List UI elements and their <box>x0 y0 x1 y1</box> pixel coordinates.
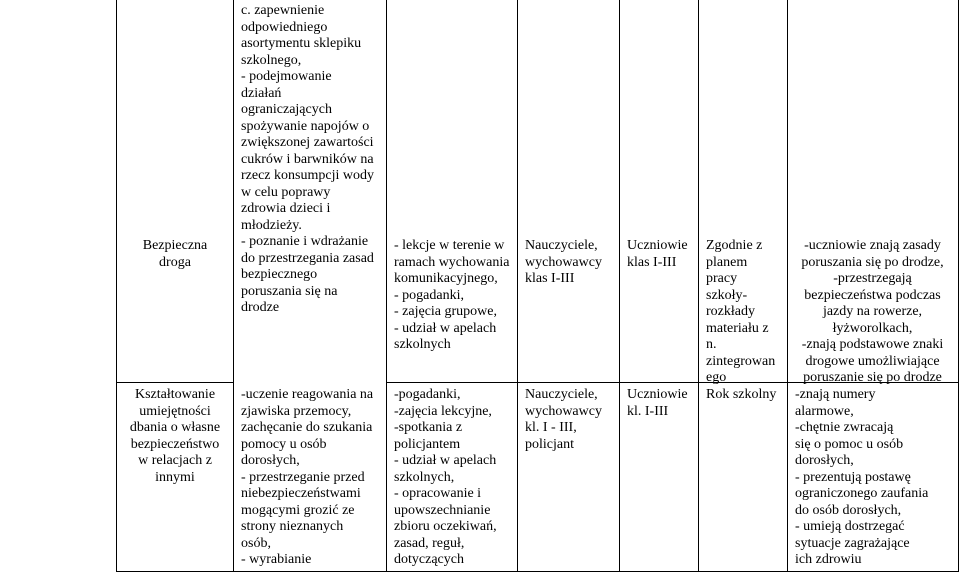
table-border <box>386 0 387 571</box>
tasks-cell: c. zapewnienie odpowiedniego asortymentu sklepiku szkolnego, - podejmowanie działań ograniczających spożywanie napojów o zwiększonej zawartości cukrów i barwników na rzecz konsumpcji wody w celu poprawy zdrowia dzieci i młodzieży. - poznanie i wdrażanie do przestrzegania zasad bezpiecznego poruszania się na drodze <box>241 3 374 315</box>
table-border <box>787 0 788 571</box>
forms-cell: - lekcje w terenie w ramach wychowania komunikacyjnego, - pogadanki, - zajęcia grupowe, - udział w apelach szkolnych <box>394 238 510 352</box>
effects-cell: -znają numery alarmowe, -chętnie zwracają się o pomoc u osób dorosłych, - prezentują postawę ograniczonego zaufania do osób dorosłych, - umieją dostrzegać sytuacje zagrażające ich zdrowiu <box>795 387 929 567</box>
table-border <box>517 0 518 571</box>
table-border <box>619 0 620 571</box>
recipients-cell: Uczniowie klas I-III <box>627 238 688 270</box>
recipients-cell: Uczniowie kl. I-III <box>627 387 688 419</box>
table-border <box>116 571 959 572</box>
date-cell: Zgodnie z planem pracy szkoły- rozkłady materiału z n. zintegrowan ego <box>706 238 776 385</box>
table-border <box>958 0 959 571</box>
topic-cell: Bezpieczna droga <box>142 238 208 270</box>
responsible-cell: Nauczyciele, wychowawcy kl. I - III, policjant <box>525 387 602 452</box>
date-cell: Rok szkolny <box>706 387 777 402</box>
effects-cell: -uczniowie znają zasady poruszania się po drodze, -przestrzegają bezpieczeństwa podczas jazdy na rowerze, łyżworolkach, -znają podstawowe znaki drogowe umożliwiające poruszanie się po drodze <box>801 238 944 385</box>
table-border <box>698 0 699 571</box>
table-border <box>233 0 234 571</box>
tasks-cell: -uczenie reagowania na zjawiska przemocy, zachęcanie do szukania pomocy u osób dorosłych, - przestrzeganie przed niebezpieczeństwami mogącymi grozić ze strony nieznanych osób, - wyrabianie <box>241 387 374 567</box>
table-border <box>116 382 234 383</box>
topic-cell: Kształtowanie umiejętności dbania o własne bezpieczeństwo w relacjach z innymi <box>129 387 221 485</box>
forms-cell: -pogadanki, -zajęcia lekcyjne, -spotkania z policjantem - udział w apelach szkolnych, - opracowanie i upowszechnianie zbioru oczekiwań, zasad, reguł, dotyczących <box>394 387 497 567</box>
responsible-cell: Nauczyciele, wychowawcy klas I-III <box>525 238 602 286</box>
